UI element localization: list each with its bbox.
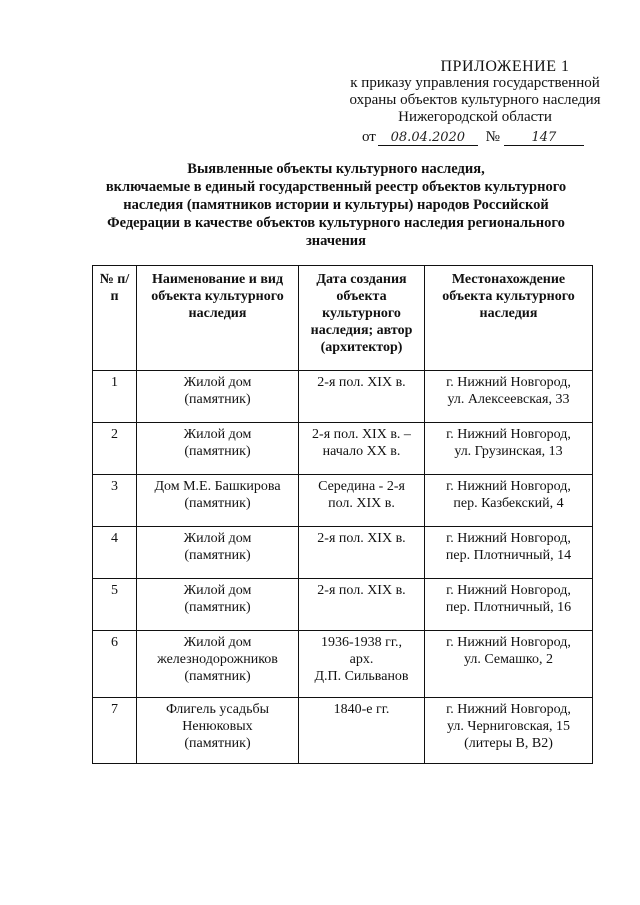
cell-location (425, 527, 593, 579)
table-row (93, 475, 593, 527)
cell-name-text: (памятник) (184, 496, 251, 511)
cell-number-text: 5 (111, 583, 118, 598)
cell-date-author-text: 1840-е гг. (333, 702, 390, 717)
cell-location (425, 475, 593, 527)
cell-name-text: (памятник) (184, 444, 251, 459)
cell-name-text: (памятник) (184, 736, 251, 751)
date-prefix: от (362, 129, 376, 145)
cell-date-author-text: Д.П. Сильванов (314, 669, 409, 684)
cell-date-author (299, 579, 425, 631)
handwritten-number: 147 (504, 129, 584, 146)
heritage-objects-table (92, 265, 593, 764)
cell-name-text: Флигель усадьбы (165, 702, 270, 717)
cell-location-text: ул. Грузинская, 13 (454, 444, 563, 459)
cell-number-text: 2 (111, 427, 118, 442)
cell-location-text: пер. Плотничный, 16 (445, 600, 572, 615)
header-name: Наименование и вид объекта культурного наследия (137, 266, 299, 371)
cell-number-text: 1 (111, 375, 118, 390)
table-row (93, 579, 593, 631)
cell-date-author-text: 2-я пол. XIX в. (317, 375, 406, 390)
cell-date-author-text: 2-я пол. XIX в. (317, 531, 406, 546)
title-line: включаемые в единый государственный реестр объектов культурного (105, 179, 567, 195)
cell-name-text: Жилой дом (183, 531, 252, 546)
cell-date-author-text: Середина - 2-я (318, 479, 405, 494)
cell-location-text: г. Нижний Новгород, (446, 583, 571, 598)
handwritten-date: 08.04.2020 (378, 129, 478, 146)
cell-date-author (299, 475, 425, 527)
cell-location-text: г. Нижний Новгород, (446, 702, 571, 717)
header-number: № п/п (93, 266, 137, 371)
cell-date-author (299, 631, 425, 698)
number-prefix: № (485, 129, 500, 145)
title-line: Выявленные объекты культурного наследия, (187, 161, 485, 177)
cell-location-text: г. Нижний Новгород, (446, 479, 571, 494)
cell-name-text: Жилой дом (183, 427, 252, 442)
table-row (93, 423, 593, 475)
cell-date-author (299, 371, 425, 423)
table-row (93, 631, 593, 698)
cell-location-text: г. Нижний Новгород, (446, 427, 571, 442)
cell-location (425, 371, 593, 423)
table-body (93, 371, 593, 764)
cell-name (137, 527, 299, 579)
cell-name-text: (памятник) (184, 392, 251, 407)
cell-number (93, 527, 137, 579)
cell-location-text: ул. Алексеевская, 33 (447, 392, 570, 407)
title-line: Федерации в качестве объектов культурного наследия регионального (107, 215, 565, 231)
cell-name (137, 423, 299, 475)
document-title (88, 160, 584, 250)
cell-number (93, 698, 137, 764)
title-line: наследия (памятников истории и культуры) народов Российской (123, 197, 549, 213)
cell-name-text: Дом М.Е. Башкирова (154, 479, 281, 494)
cell-name (137, 579, 299, 631)
cell-date-author-text: пол. XIX в. (328, 496, 395, 511)
cell-name (137, 698, 299, 764)
cell-location-text: г. Нижний Новгород, (446, 531, 571, 546)
table-header-row (93, 266, 593, 371)
cell-date-author-text: начало XX в. (322, 444, 401, 459)
cell-location-text: г. Нижний Новгород, (446, 635, 571, 650)
cell-date-author-text: 2-я пол. XIX в. – (312, 427, 411, 442)
cell-number (93, 631, 137, 698)
appendix-line: охраны объектов культурного наследия (349, 92, 601, 108)
cell-name-text: (памятник) (184, 548, 251, 563)
table-row (93, 371, 593, 423)
cell-date-author-text: арх. (349, 652, 374, 667)
cell-location-text: ул. Семашко, 2 (464, 652, 553, 667)
title-line: значения (305, 233, 367, 249)
cell-name-text: Жилой дом (183, 635, 252, 650)
cell-name-text: (памятник) (184, 600, 251, 615)
cell-name-text: Жилой дом (183, 375, 252, 390)
cell-date-author (299, 423, 425, 475)
cell-name-text: железнодорожников (157, 652, 278, 667)
cell-name (137, 475, 299, 527)
cell-number-text: 6 (111, 635, 118, 650)
cell-number-text: 3 (111, 479, 118, 494)
cell-number (93, 475, 137, 527)
cell-number (93, 371, 137, 423)
cell-date-author (299, 527, 425, 579)
cell-date-author-text: 1936-1938 гг., (320, 635, 403, 650)
cell-name-text: Жилой дом (183, 583, 252, 598)
appendix-block (310, 58, 640, 126)
cell-location (425, 631, 593, 698)
cell-name-text: (памятник) (184, 669, 251, 684)
header-date-author: Дата создания объекта культурного наследия; автор (архитектор) (299, 266, 425, 371)
cell-date-author-text: 2-я пол. XIX в. (317, 583, 406, 598)
cell-location-text: ул. Черниговская, 15 (446, 719, 571, 734)
cell-name-text: Ненюковых (182, 719, 253, 734)
table-row (93, 698, 593, 764)
cell-number-text: 4 (111, 531, 118, 546)
cell-date-author (299, 698, 425, 764)
cell-name (137, 631, 299, 698)
cell-location (425, 579, 593, 631)
table-row (93, 527, 593, 579)
cell-location-text: пер. Плотничный, 14 (445, 548, 572, 563)
cell-location-text: пер. Казбекский, 4 (453, 496, 564, 511)
appendix-line: к приказу управления государственной (350, 75, 600, 91)
cell-number (93, 579, 137, 631)
cell-name (137, 371, 299, 423)
cell-location (425, 698, 593, 764)
cell-location-text: г. Нижний Новгород, (446, 375, 571, 390)
header-location: Местонахождение объекта культурного наследия (425, 266, 593, 371)
order-date-line (362, 129, 584, 146)
cell-number (93, 423, 137, 475)
appendix-heading: ПРИЛОЖЕНИЕ 1 (440, 58, 570, 75)
appendix-line: Нижегородской области (398, 109, 552, 125)
cell-number-text: 7 (111, 702, 118, 717)
cell-location (425, 423, 593, 475)
cell-location-text: (литеры В, В2) (464, 736, 553, 751)
